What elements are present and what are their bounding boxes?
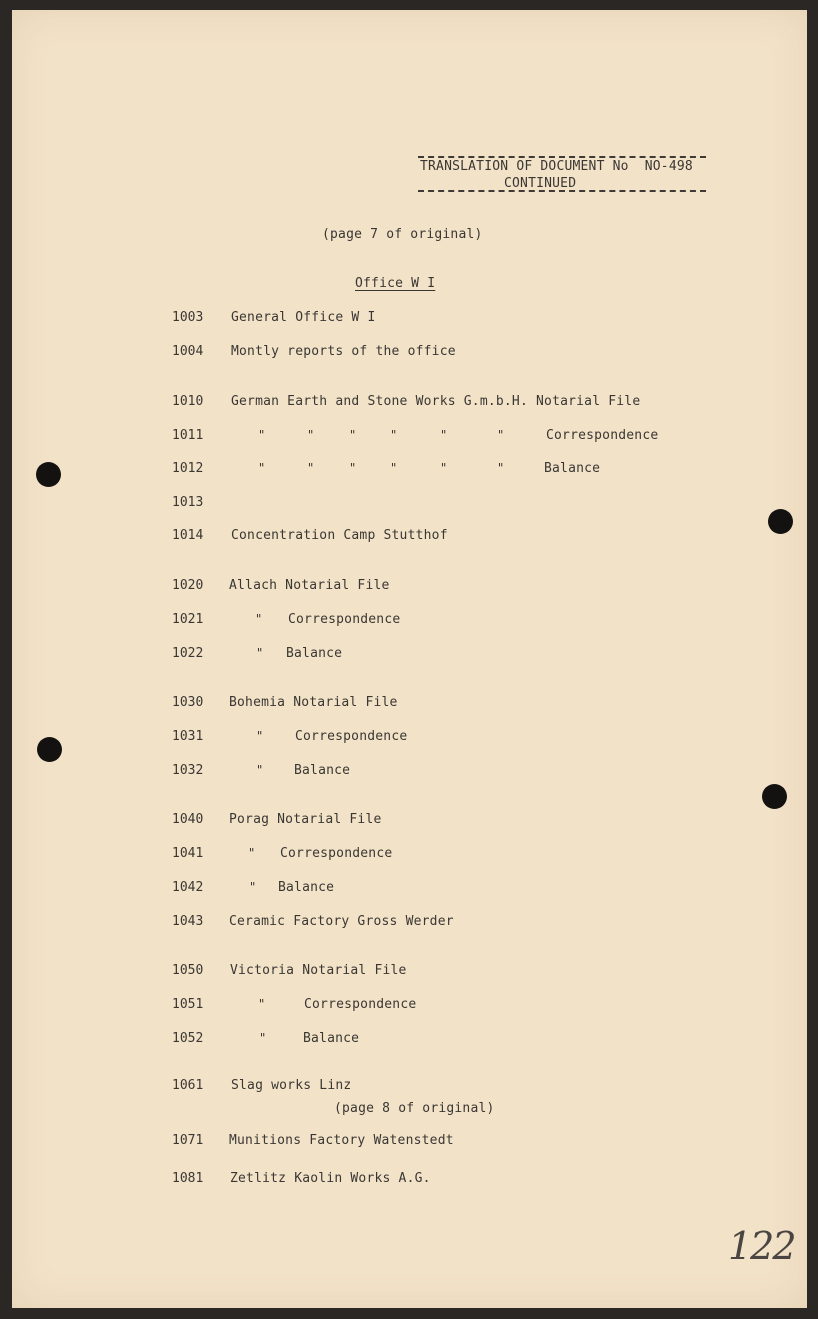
entry-text: Balance [278, 880, 335, 895]
ditto-mark: " [440, 461, 448, 475]
header-dash-line [418, 156, 706, 158]
ditto-mark: " [440, 428, 448, 442]
entry-text: Correspondence [288, 612, 401, 627]
entry-number: 1051 [172, 997, 204, 1012]
entry-number: 1041 [172, 846, 204, 861]
ditto-mark: " [249, 880, 257, 894]
entry-text: Ceramic Factory Gross Werder [229, 914, 454, 929]
entry-number: 1020 [172, 578, 204, 593]
entry-text: Porag Notarial File [229, 812, 382, 827]
ditto-mark: " [497, 428, 505, 442]
punch-hole [768, 509, 793, 534]
entry-text: Concentration Camp Stutthof [231, 528, 448, 543]
ditto-mark: " [258, 461, 266, 475]
header-dash-line [418, 190, 706, 192]
ditto-mark: " [307, 461, 315, 475]
entry-text: Balance [294, 763, 351, 778]
entry-text: Correspondence [280, 846, 393, 861]
entry-number: 1004 [172, 344, 204, 359]
entry-number: 1011 [172, 428, 204, 443]
entry-number: 1010 [172, 394, 204, 409]
ditto-mark: " [349, 461, 357, 475]
ditto-mark: " [256, 763, 264, 777]
entry-number: 1042 [172, 880, 204, 895]
punch-hole [762, 784, 787, 809]
entry-text: Correspondence [546, 428, 659, 443]
entry-text: Balance [544, 461, 601, 476]
section-title: Office W I [355, 276, 436, 291]
entry-text: Correspondence [304, 997, 417, 1012]
page-note-7: (page 7 of original) [322, 227, 483, 242]
entry-text: Munitions Factory Watenstedt [229, 1133, 454, 1148]
ditto-mark: " [258, 428, 266, 442]
page-note-8: (page 8 of original) [334, 1101, 495, 1116]
entry-text: Victoria Notarial File [230, 963, 407, 978]
ditto-mark: " [256, 646, 264, 660]
document-title: TRANSLATION OF DOCUMENT No NO-498 [420, 159, 693, 174]
entry-text: Allach Notarial File [229, 578, 390, 593]
entry-number: 1013 [172, 495, 204, 510]
entry-number: 1061 [172, 1078, 204, 1093]
entry-number: 1050 [172, 963, 204, 978]
entry-number: 1071 [172, 1133, 204, 1148]
punch-hole [36, 462, 61, 487]
entry-text: Slag works Linz [231, 1078, 352, 1093]
entry-text: Zetlitz Kaolin Works A.G. [230, 1171, 431, 1186]
entry-number: 1081 [172, 1171, 204, 1186]
entry-text: German Earth and Stone Works G.m.b.H. Notarial File [231, 394, 641, 409]
entry-number: 1032 [172, 763, 204, 778]
entry-number: 1003 [172, 310, 204, 325]
entry-number: 1052 [172, 1031, 204, 1046]
entry-text: Balance [286, 646, 343, 661]
entry-number: 1040 [172, 812, 204, 827]
ditto-mark: " [259, 1031, 267, 1045]
entry-number: 1043 [172, 914, 204, 929]
ditto-mark: " [307, 428, 315, 442]
handwritten-page-number: 122 [728, 1224, 795, 1268]
entry-number: 1012 [172, 461, 204, 476]
entry-number: 1014 [172, 528, 204, 543]
entry-text: Balance [303, 1031, 360, 1046]
punch-hole [37, 737, 62, 762]
ditto-mark: " [255, 612, 263, 626]
entry-text: General Office W I [231, 310, 376, 325]
entry-text: Correspondence [295, 729, 408, 744]
ditto-mark: " [258, 997, 266, 1011]
entry-text: Bohemia Notarial File [229, 695, 398, 710]
entry-number: 1030 [172, 695, 204, 710]
ditto-mark: " [390, 428, 398, 442]
entry-number: 1021 [172, 612, 204, 627]
entry-number: 1022 [172, 646, 204, 661]
ditto-mark: " [349, 428, 357, 442]
ditto-mark: " [390, 461, 398, 475]
entry-text: Montly reports of the office [231, 344, 456, 359]
entry-number: 1031 [172, 729, 204, 744]
ditto-mark: " [497, 461, 505, 475]
ditto-mark: " [256, 729, 264, 743]
document-subtitle: CONTINUED [504, 176, 577, 191]
ditto-mark: " [248, 846, 256, 860]
